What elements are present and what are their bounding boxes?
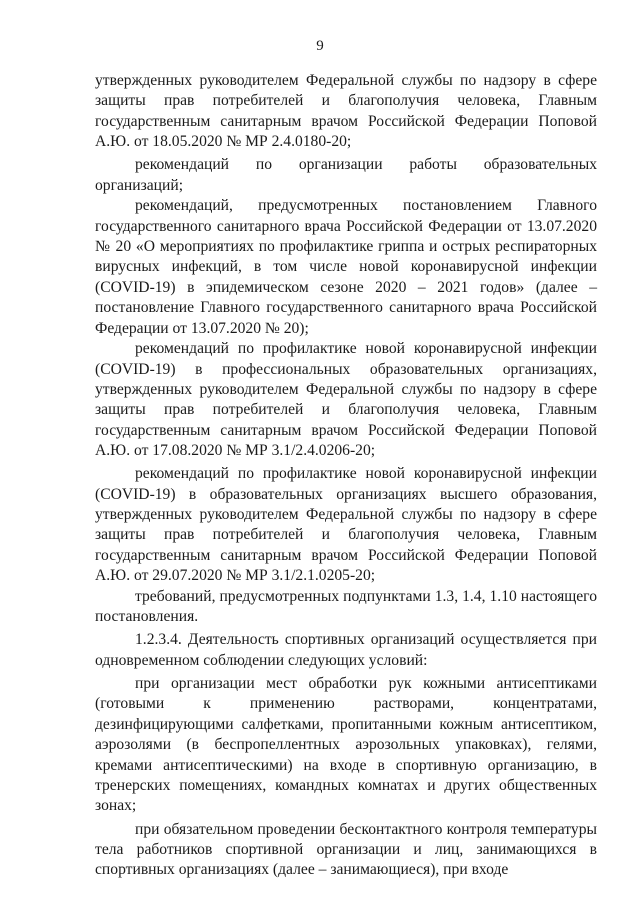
- paragraph-continuation: утвержденных руководителем Федеральной службы по надзору в сфере защиты прав потребителей и благополучия человека, Главным государственным санитарным врачом Российской Федерации Поповой А.Ю. от 18.05.2020 № МР 2.4.0180-20;: [95, 72, 597, 151]
- paragraph: рекомендаций по профилактике новой коронавирусной инфекции (COVID-19) в образовательных организациях высшего образования, утвержденных руководителем Федеральной службы по надзору в сфере защиты прав потребителей и благополучия человека, Главным государственным санитарным врачом Российской Федерации Поповой А.Ю. от 29.07.2020 № МР 3.1/2.1.0205-20;: [95, 465, 597, 585]
- paragraph: рекомендаций по профилактике новой коронавирусной инфекции (COVID-19) в профессиональных образовательных организациях, утвержденных руководителем Федеральной службы по надзору в сфере защиты прав потребителей и благополучия человека, Главным государственным санитарным врачом Российской Федерации Поповой А.Ю. от 17.08.2020 № МР 3.1/2.4.0206-20;: [95, 340, 597, 459]
- paragraph: при организации мест обработки рук кожными антисептиками (готовыми к применению растворами, концентратами, дезинфицирующими салфетками, пропитанными кожным антисептиком, аэрозолями (в беспропеллентных аэрозольных упаковках), гелями, кремами антисептическими) на входе в спортивную организацию, в тренерских помещениях, командных комнатах и других общественных зонах;: [95, 675, 597, 815]
- paragraph: рекомендаций по организации работы образовательных организаций;: [95, 156, 597, 194]
- document-body: [95, 71, 597, 881]
- paragraph: рекомендаций, предусмотренных постановлением Главного государственного санитарного врача Российской Федерации от 13.07.2020 № 20 «О мероприятиях по профилактике гриппа и острых респираторных вирусных инфекций, в том числе новой коронавирусной инфекции (COVID-19) в эпидемическом сезоне 2020 – 2021 годов» (далее – постановление Главного государственного санитарного врача Российской Федерации от 13.07.2020 № 20);: [95, 197, 597, 337]
- paragraph: при обязательном проведении бесконтактного контроля температуры тела работников спортивной организации и лиц, занимающихся в спортивных организациях (далее – занимающиеся), при входе: [95, 820, 597, 879]
- paragraph: требований, предусмотренных подпунктами 1.3, 1.4, 1.10 настоящего постановления.: [95, 587, 597, 626]
- section-heading-paragraph: 1.2.3.4. Деятельность спортивных организаций осуществляется при одновременном соблюдении следующих условий:: [95, 631, 597, 669]
- page-number: 9: [316, 38, 324, 54]
